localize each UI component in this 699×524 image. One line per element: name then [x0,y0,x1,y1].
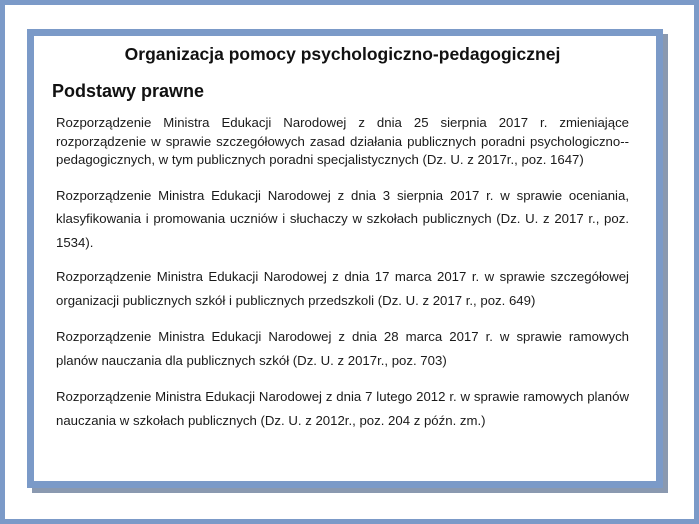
document-panel [27,29,663,488]
legal-basis-list [56,114,629,432]
page-title: Organizacja pomocy psychologiczno-pedagogicznej [124,44,561,64]
section-heading: Podstawy prawne [52,81,205,101]
legal-item: Rozporządzenie Ministra Edukacji Narodowej z dnia 28 marca 2017 r. w sprawie ramowych planów nauczania dla publicznych szkół (Dz. U. z 2017r., poz. 703) [56,329,629,368]
legal-item: Rozporządzenie Ministra Edukacji Narodowej z dnia 25 sierpnia 2017 r. zmieniające rozporządzenie w sprawie szczegółowych zasad działania publicznych poradni psychologiczno--pedagogicznych, w tym publicznych poradni specjalistycznych (Dz. U. z 2017r., poz. 1647) [56,115,629,168]
legal-item: Rozporządzenie Ministra Edukacji Narodowej z dnia 7 lutego 2012 r. w sprawie ramowych planów nauczania w szkołach publicznych (Dz. U. z 2012r., poz. 204 z późn. zm.) [56,389,629,428]
legal-item: Rozporządzenie Ministra Edukacji Narodowej z dnia 3 sierpnia 2017 r. w sprawie oceniania, klasyfikowania i promowania uczniów i słuchaczy w szkołach publicznych (Dz. U. z 2017 r., poz. 1534). [56,187,629,250]
legal-item: Rozporządzenie Ministra Edukacji Narodowej z dnia 17 marca 2017 r. w sprawie szczegółowej organizacji publicznych szkół i publicznych przedszkoli (Dz. U. z 2017 r., poz. 649) [56,269,629,308]
